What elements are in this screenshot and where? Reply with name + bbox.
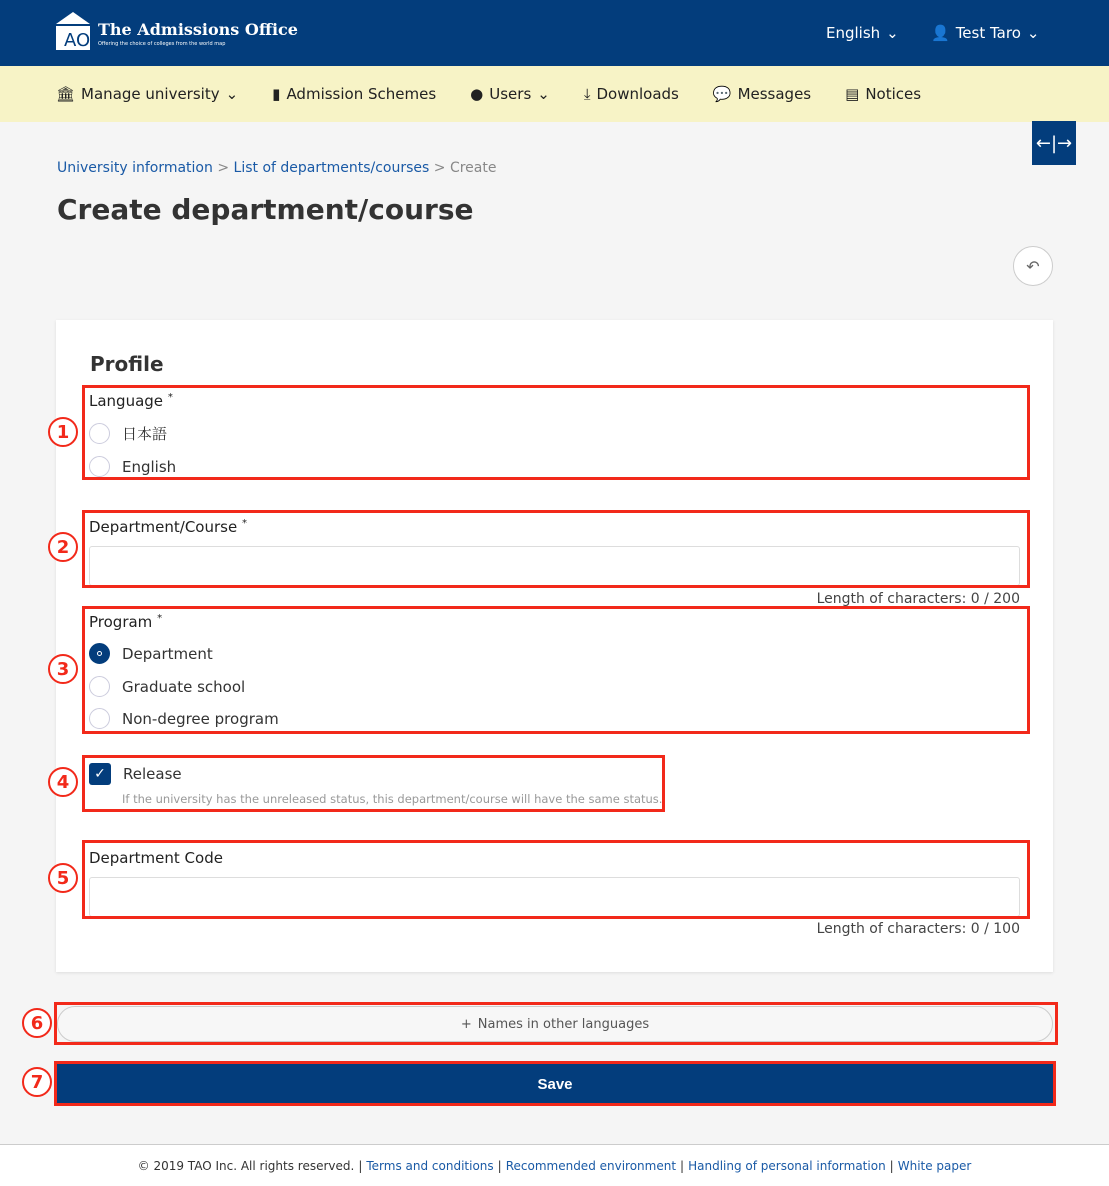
annotation-number: 1 [48, 417, 78, 447]
footer: © 2019 TAO Inc. All rights reserved. | Terms and conditions | Recommended environment | Handling of personal information | White paper [0, 1144, 1109, 1186]
nav-notices[interactable] [845, 85, 921, 103]
svg-text:A: A [64, 30, 77, 50]
nav-label: Downloads [596, 85, 679, 103]
code-label: Department Code [89, 849, 223, 867]
nav-label: Users [489, 85, 532, 103]
label-text: Program [89, 613, 153, 631]
chevron-down-icon: ⌄ [1026, 24, 1040, 42]
nav-label: Notices [865, 85, 922, 103]
nav-label: Messages [737, 85, 812, 103]
back-button[interactable] [1013, 246, 1053, 286]
brand-tagline: Offering the choice of colleges from the world map [98, 41, 226, 47]
section-title: Profile [90, 352, 164, 376]
brand-name[interactable]: The Admissions Office [98, 20, 298, 39]
chevron-down-icon: ⌄ [537, 85, 550, 103]
annotation-number: 2 [48, 532, 78, 562]
annotation-box-3 [82, 606, 1030, 734]
release-help: If the university has the unreleased status, this department/course will have the same status. [122, 792, 663, 806]
annotation-number: 5 [48, 863, 78, 893]
main-nav [0, 66, 1109, 122]
user-name: Test Taro [955, 24, 1021, 42]
language-label: English [826, 24, 881, 42]
required-mark: * [157, 613, 163, 624]
annotation-number: 7 [22, 1067, 52, 1097]
privacy-link[interactable]: Handling of personal information [688, 1158, 886, 1173]
breadcrumb-departments-list[interactable]: List of departments/courses [233, 160, 430, 176]
copyright: © 2019 TAO Inc. All rights reserved. [137, 1158, 355, 1173]
user-menu[interactable] [931, 24, 1039, 42]
arrows-horizontal-icon: ←|→ [1035, 132, 1073, 154]
page-title: Create department/course [57, 193, 474, 226]
option-label: 日本語 [122, 425, 168, 443]
required-mark: * [241, 518, 247, 529]
breadcrumb-current: Create [449, 160, 497, 176]
expand-width-button[interactable] [1032, 121, 1076, 165]
nav-downloads[interactable] [584, 85, 679, 103]
plus-icon: + [460, 1016, 472, 1032]
svg-text:O: O [76, 30, 90, 50]
annotation-number: 6 [22, 1008, 52, 1038]
annotation-box-7 [54, 1061, 1056, 1106]
required-mark: * [167, 392, 173, 403]
option-label: Department [122, 644, 213, 663]
download-icon: ⤓ [583, 85, 591, 103]
annotation-box-1 [82, 385, 1030, 480]
nav-messages[interactable] [713, 85, 811, 103]
white-paper-link[interactable]: White paper [897, 1158, 972, 1173]
option-label: Graduate school [122, 677, 246, 696]
breadcrumb: University information > List of departments/courses > Create [57, 160, 497, 176]
file-icon: ▮ [272, 85, 281, 103]
department-char-count: Length of characters: 0 / 200 [816, 591, 1020, 607]
code-char-count: Length of characters: 0 / 100 [816, 921, 1020, 937]
checkmark-icon[interactable]: ✓ [89, 763, 111, 785]
nav-users[interactable] [470, 85, 550, 103]
user-icon: ● [470, 85, 484, 103]
annotation-box-2 [82, 510, 1030, 588]
environment-link[interactable]: Recommended environment [505, 1158, 677, 1173]
reply-icon: ↶ [1026, 256, 1040, 276]
button-label: Names in other languages [477, 1016, 650, 1032]
bank-icon: 🏛 [56, 85, 76, 103]
user-icon: 👤 [931, 24, 950, 42]
breadcrumb-university-information[interactable]: University information [57, 160, 213, 176]
annotation-box-5 [82, 840, 1030, 919]
terms-link[interactable]: Terms and conditions [366, 1158, 494, 1173]
annotation-number: 3 [48, 654, 78, 684]
file-text-icon: ▤ [845, 85, 860, 103]
annotation-box-6 [54, 1002, 1058, 1045]
language-dropdown[interactable] [826, 24, 899, 42]
comment-icon: 💬 [712, 85, 732, 103]
option-label: Non-degree program [122, 709, 279, 728]
label-text: Department/Course [89, 518, 238, 536]
checkbox-label: Release [123, 765, 182, 783]
save-button[interactable]: Save [57, 1064, 1053, 1104]
label-text: Language [89, 392, 164, 410]
nav-manage-university[interactable] [56, 85, 238, 103]
nav-label: Manage university [81, 85, 220, 103]
annotation-box-4 [82, 755, 665, 812]
annotation-number: 4 [48, 767, 78, 797]
option-label: English [122, 457, 177, 476]
chevron-down-icon: ⌄ [886, 24, 899, 42]
nav-label: Admission Schemes [286, 85, 437, 103]
top-bar [0, 0, 1109, 66]
nav-admission-schemes[interactable] [272, 85, 436, 103]
logo-icon [56, 12, 90, 50]
chevron-down-icon: ⌄ [225, 85, 239, 103]
